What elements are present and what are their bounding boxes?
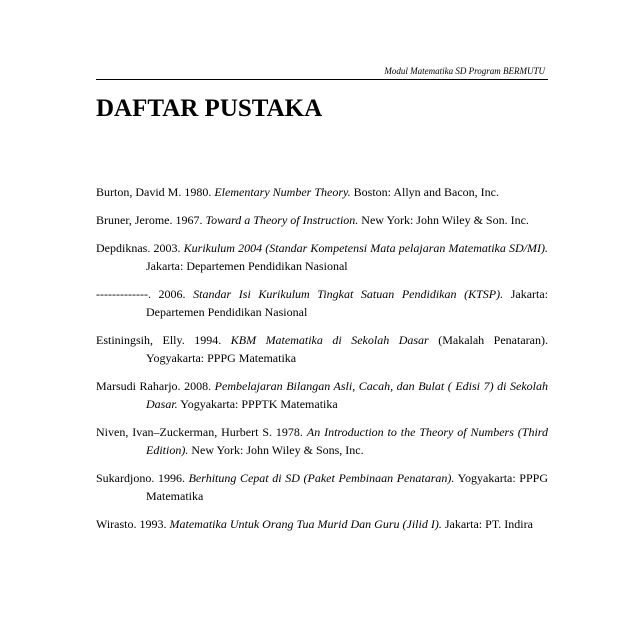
header-rule [96, 79, 548, 80]
reference-author: Bruner, Jerome. 1967. [96, 213, 203, 227]
reference-list [96, 183, 548, 543]
running-header: Modul Matematika SD Program BERMUTU [384, 66, 545, 76]
reference-title: Toward a Theory of Instruction. [205, 213, 359, 227]
reference-publisher: New York: John Wiley & Sons, Inc. [191, 443, 364, 457]
reference-author: Niven, Ivan–Zuckerman, Hurbert S. 1978. [96, 425, 303, 439]
reference-author: Estiningsih, Elly. 1994. [96, 333, 222, 347]
reference-title: Berhitung Cepat di SD (Paket Pembinaan Penataran). [188, 471, 455, 485]
reference-entry [96, 331, 548, 367]
reference-entry [96, 183, 548, 201]
reference-title: Kurikulum 2004 (Standar Kompetensi Mata pelajaran Matematika SD/MI). [183, 241, 549, 255]
reference-entry [96, 377, 548, 413]
reference-publisher: Jakarta: Departemen Pendidikan Nasional [146, 259, 348, 273]
reference-publisher: Jakarta: PT. Indira [444, 517, 533, 531]
reference-title: An Introduction to the Theory of Numbers (Third Edition). [146, 425, 549, 457]
reference-author: Sukardjono. 1996. [96, 471, 185, 485]
reference-publisher: New York: John Wiley & Son. Inc. [361, 213, 529, 227]
reference-entry [96, 469, 548, 505]
reference-publisher: Yogyakarta: PPPG Matematika [146, 471, 548, 503]
reference-author: -------------. 2006. [96, 287, 186, 301]
reference-author: Burton, David M. 1980. [96, 185, 212, 199]
reference-author: Wirasto. 1993. [96, 517, 167, 531]
reference-entry [96, 423, 548, 459]
reference-author: Marsudi Raharjo. 2008. [96, 379, 212, 393]
reference-publisher: Yogyakarta: PPPTK Matematika [180, 397, 338, 411]
reference-title: Pembelajaran Bilangan Asli, Cacah, dan Bulat ( Edisi 7) di Sekolah Dasar. [146, 379, 549, 411]
reference-title: KBM Matematika di Sekolah Dasar [230, 333, 429, 347]
reference-title: Standar Isi Kurikulum Tingkat Satuan Pendidikan (KTSP). [193, 287, 504, 301]
reference-publisher: Jakarta: Departemen Pendidikan Nasional [146, 287, 549, 319]
reference-entry [96, 515, 548, 533]
reference-entry [96, 239, 548, 275]
reference-title: Matematika Untuk Orang Tua Murid Dan Guru (Jilid I). [169, 517, 442, 531]
reference-title: Elementary Number Theory. [214, 185, 351, 199]
reference-entry [96, 211, 548, 229]
reference-publisher: Boston: Allyn and Bacon, Inc. [353, 185, 499, 199]
page-title: DAFTAR PUSTAKA [96, 95, 323, 122]
reference-entry [96, 285, 548, 321]
reference-publisher: (Makalah Penataran). Yogyakarta: PPPG Matematika [146, 333, 548, 365]
reference-author: Depdiknas. 2003. [96, 241, 181, 255]
